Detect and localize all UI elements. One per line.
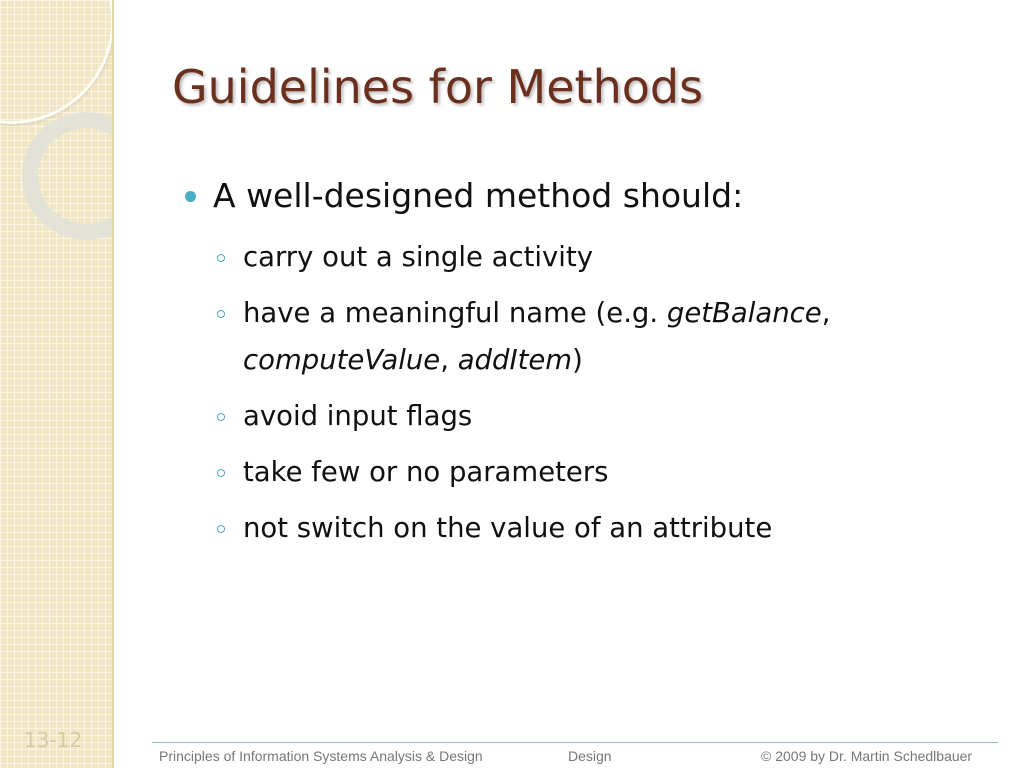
slide-number: 13-12 (24, 728, 83, 752)
example-method-name: addItem (457, 344, 573, 376)
example-method-name: getBalance (666, 297, 822, 329)
sub-bullet-text-suffix: ) (572, 344, 583, 376)
bullet-dot-icon (185, 191, 196, 202)
footer-course-title: Principles of Information Systems Analysis & Design (159, 748, 483, 764)
sub-bullet-circle-icon (217, 525, 225, 533)
sub-bullet-item (185, 449, 985, 496)
decorative-sidebar (0, 0, 114, 768)
slide-title: Guidelines for Methods (172, 60, 704, 114)
sub-bullet-text: carry out a single activity (243, 241, 594, 273)
separator: , (440, 344, 458, 376)
slide-body (185, 172, 985, 552)
sub-bullet-item (185, 290, 985, 384)
bullet-text: A well-designed method should: (213, 176, 744, 215)
sub-bullet-item (185, 234, 985, 281)
footer-copyright: © 2009 by Dr. Martin Schedlbauer (761, 748, 973, 764)
sub-bullet-circle-icon (217, 413, 225, 421)
footer-section: Design (568, 748, 612, 764)
sub-bullet-circle-icon (217, 310, 225, 318)
sub-bullet-item (185, 393, 985, 440)
separator: , (821, 297, 831, 329)
sub-bullet-text: not switch on the value of an attribute (243, 512, 773, 544)
sub-bullet-item (185, 505, 985, 552)
bullet-item (185, 172, 985, 220)
sub-bullet-text: take few or no parameters (243, 456, 609, 488)
sub-bullet-text-prefix: have a meaningful name (e.g. (243, 297, 667, 329)
decorative-ring-large (0, 0, 114, 124)
sub-bullet-circle-icon (217, 469, 225, 477)
sub-bullet-text: avoid input flags (243, 400, 473, 432)
sub-bullet-circle-icon (217, 254, 225, 262)
decorative-ring-small (22, 112, 114, 240)
footer-divider (152, 742, 998, 743)
example-method-name: computeValue (243, 344, 441, 376)
